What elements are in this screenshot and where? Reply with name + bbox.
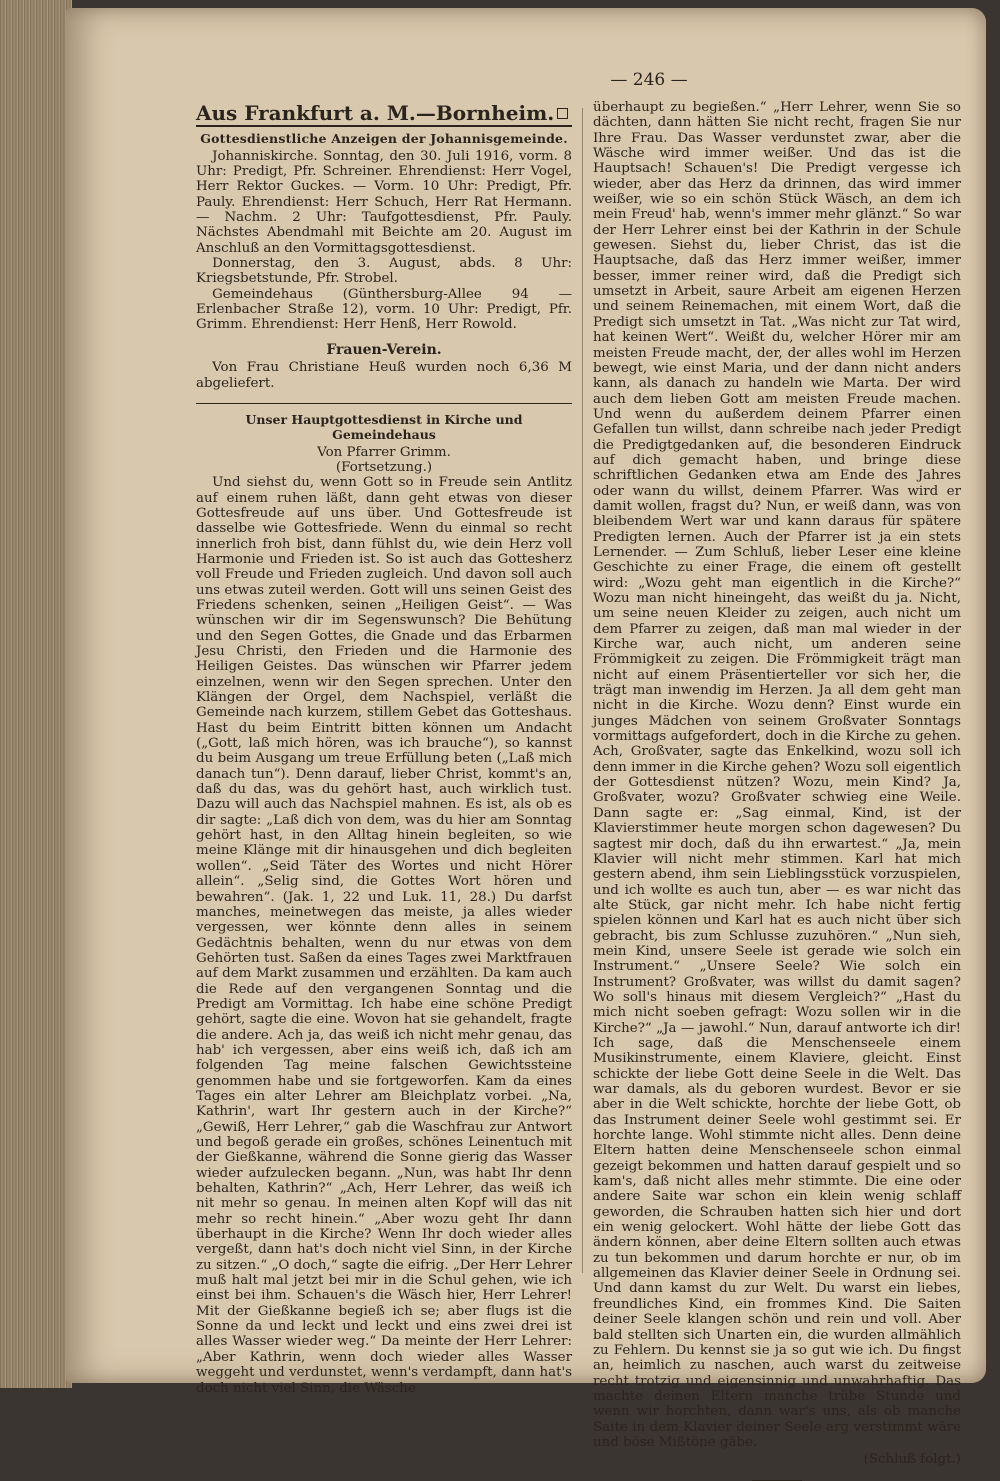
book-page-edges <box>0 0 72 1388</box>
article-closing: (Schluß folgt.) <box>863 1452 961 1468</box>
services-paragraph: Donnerstag, den 3. August, abds. 8 Uhr: Kriegsbetstunde, Pfr. Strobel. <box>196 256 572 287</box>
services-heading: Gottesdienstliche Anzeigen der Johannisgemeinde. <box>200 131 568 147</box>
box-icon <box>557 108 568 119</box>
masthead <box>196 100 572 127</box>
article-continuation: (Fortsetzung.) <box>335 459 433 475</box>
end-rule <box>752 1480 802 1481</box>
left-column <box>196 100 572 1396</box>
services-paragraph: Gemeindehaus (Günthersburg-Allee 94 — Erlenbacher Straße 12), vorm. 10 Uhr: Predigt, Pfr. Grimm. Ehrendienst: Herr Henß, Herr Rowold. <box>196 286 572 333</box>
frauenverein-heading: Frauen-Verein. <box>326 341 442 358</box>
masthead-title: Aus Frankfurt a. M.—Bornheim. <box>196 101 555 125</box>
article-heading: Unser Hauptgottesdienst in Kirche und Gemeindehaus <box>196 403 572 443</box>
article-byline: Von Pfarrer Grimm. <box>317 444 451 460</box>
column-divider <box>582 108 583 1273</box>
frauenverein-text: Von Frau Christiane Heuß wurden noch 6,36 M abgeliefert. <box>196 360 572 391</box>
right-column <box>593 100 961 1481</box>
services-paragraph: Johanniskirche. Sonntag, den 30. Juli 1916, vorm. 8 Uhr: Predigt, Pfr. Schreiner. Ehrendienst: Herr Vogel, Herr Rektor Guckes. — Vorm. 10 Uhr: Predigt, Pfr. Pauly. Ehrendienst: Herr Schuch, Herr Rat Hermann. — Nachm. 2 Uhr: Taufgottesdienst, Pfr. Pauly. Nächstes Abendmahl mit Beichte am 20. August im Anschluß an den Vormittagsgottesdienst. <box>196 148 572 256</box>
article-paragraph: Und siehst du, wenn Gott so in Freude sein Antlitz auf einem ruhen läßt, dann geht etwas von dieser Gottesfreude auf uns über. Und Gottesfreude ist dasselbe wie Gottesfriede. Wenn du einmal so recht innerlich froh bist, dann fühlst du, wie dein Herz voll Harmonie und Frieden ist. So ist auch das Gottesherz voll Freude und Frieden zugleich. Und davon soll auch uns etwas zuteil werden. Gott will uns seinen Geist des Friedens schenken, seinen „Heiligen Geist“. — Was wünschen wir dir im Segenswunsch? Die Behütung und den Segen Gottes, die Gnade und das Erbarmen Jesu Christi, den Frieden und die Harmonie des Heiligen Geistes. Das wünschen wir Pfarrer jedem einzelnen, wenn wir den Segen sprechen. Unter den Klängen der Orgel, dem Nachspiel, verläßt die Gemeinde nach kurzem, stillem Gebet das Gotteshaus. Hast du beim Eintritt bitten können um Andacht („Gott, laß mich hören, was ich brauche“), so kannst du beim Ausgang um treue Erfüllung beten („Laß mich danach tun“). Denn darauf, lieber Christ, kommt's an, daß du das, was du gehört hast, auch wirklich tust. Dazu will auch das Nachspiel mahnen. Es ist, als ob es dir sagte: „Laß dich von dem, was du hier am Sonntag gehört hast, in den Alltag hinein begleiten, so wie meine Klänge mit dir hinausgehen und dich begleiten wollen“. „Seid Täter des Wortes und nicht Hörer allein“. „Selig sind, die Gottes Wort hören und bewahren“. (Jak. 1, 22 und Luk. 11, 28.) Du darfst manches, meinetwegen das meiste, ja alles wieder vergessen, wer könnte denn alles in seinem Gedächtnis behalten, wenn du nur etwas von dem Gehörten tust. Saßen da eines Tages zwei Marktfrauen auf dem Markt zusammen und erzählten. Da kam auch die Rede auf den vergangenen Sonntag und die Predigt am Vormittag. Ich habe eine schöne Predigt gehört, sagte die eine. Wovon hat sie gehandelt, fragte die andere. Ach ja, das weiß ich nicht mehr genau, das hab' ich vergessen, aber eins weiß ich, daß ich am folgenden Tag meine falschen Gewichtssteine genommen habe und sie fortgeworfen. Kam da eines Tages ein alter Lehrer am Bleichplatz vorbei. „Na, Kathrin', wart Ihr gestern auch in der Kirche?“ „Gewiß, Herr Lehrer,“ gab die Waschfrau zur Antwort und begoß gerade ein großes, schönes Leinentuch mit der Gießkanne, während die Sonne gierig das Wasser wieder aufzulecken begann. „Nun, was habt Ihr denn behalten, Kathrin?“ „Ach, Herr Lehrer, das weiß ich nit mehr so genau. In meinen alten Kopf will das nit mehr so recht hinein.“ „Aber wozu geht Ihr dann überhaupt in die Kirche? Wenn Ihr doch wieder alles vergeßt, dann hat's doch nicht viel Sinn, in der Kirche zu sitzen.“ „O doch,“ sagte die eifrig. „Der Herr Lehrer muß halt mal jetzt bei mir in die Schul gehen, wie ich einst bei ihm. Schauen's die Wäsch hier, Herr Lehrer! Mit der Gießkanne begieß ich se; aber flugs ist die Sonne da und leckt und leckt und eins zwei drei ist alles Wasser wieder weg.“ Da meinte der Herr Lehrer: „Aber Kathrin, wenn doch wieder alles Wasser weggeht und verdunstet, wenn's verdampft, dann hat's doch nicht viel Sinn, die Wäsche <box>196 475 572 1396</box>
article-paragraph: überhaupt zu begießen.“ „Herr Lehrer, wenn Sie so dächten, dann hätten Sie nicht recht, fragen Sie nur Ihre Frau. Das Wasser verdunstet zwar, aber die Wäsche wird immer weißer. Und das ist die Hauptsach! Schauen's! Die Predigt vergesse ich wieder, aber das Herz da drinnen, das wird immer weißer, wie so ein schön Stück Wäsch, an dem ich mein Freud' hab, wenn's immer mehr glänzt.“ So war der Herr Lehrer einst bei der Kathrin in der Schule gewesen. Siehst du, lieber Christ, das ist die Hauptsache, daß das Herz immer weißer, immer besser, immer reiner wird, daß die Predigt sich umsetzt in Arbeit, saure Arbeit am eigenen Herzen und seinem Reinemachen, mit einem Wort, daß die Predigt sich umsetzt in Tat. „Was nicht zur Tat wird, hat keinen Wert“. Weißt du, welcher Hörer mir am meisten Freude macht, der, der alles wohl im Herzen bewegt, wie einst Maria, und der dann nicht anders kann, als danach zu handeln wie Marta. Der wird auch dem lieben Gott am meisten Freude machen. Und wenn du außerdem deinem Pfarrer einen Gefallen tun willst, dann schreibe nach jeder Predigt die Predigtgedanken auf, die besonderen Eindruck auf dich gemacht haben, und bringe diese schriftlichen Gedanken etwa am Ende des Jahres oder wann du willst, deinem Pfarrer. Was wird er damit wollen, fragst du? Nun, er weiß dann, was von bleibendem Wert war und kann daraus für spätere Predigten lernen. Auch der Pfarrer ist ja ein stets Lernender. — Zum Schluß, lieber Leser eine kleine Geschichte zu einer Frage, die einem oft gestellt wird: „Wozu geht man eigentlich in die Kirche?“ Wozu man nicht hineingeht, das weißt du ja. Nicht, um seine neuen Kleider zu zeigen, auch nicht um dem Pfarrer zu zeigen, daß man mal wieder in der Kirche war, auch nicht, um anderen seine Frömmigkeit zu zeigen. Die Frömmigkeit trägt man nicht auf einem Präsentierteller vor sich her, die trägt man inwendig im Herzen. Ja all dem geht man nicht in die Kirche. Wozu denn? Einst wurde ein junges Mädchen von seinem Großvater Sonntags vormittags aufgefordert, doch in die Kirche zu gehen. Ach, Großvater, sagte das Enkelkind, wozu soll ich denn immer in die Kirche gehen? Wozu soll eigentlich der Gottesdienst nützen? Wozu, mein Kind? Ja, Großvater, wozu? Großvater schwieg eine Weile. Dann sagte er: „Sag einmal, Kind, ist der Klavierstimmer heute morgen schon dagewesen? Du sagtest mir doch, daß du ihn erwartest.“ „Ja, mein Klavier will nicht mehr stimmen. Karl hat mich gestern abend, ihm sein Lieblingsstück vorzuspielen, und ich wollte es auch tun, aber — es war nicht das alte Stück, gar nicht mehr. Ich habe nicht fertig spielen können und Karl hat es auch nicht über sich gebracht, bis zum Schlusse zuzuhören.“ „Nun sieh, mein Kind, unsere Seele ist gerade wie solch ein Instrument.“ „Unsere Seele? Wie solch ein Instrument? Großvater, was willst du damit sagen? Wo soll's hinaus mit diesem Vergleich?“ „Hast du mich nicht soeben gefragt: Wozu sollen wir in die Kirche?“ „Ja — jawohl.“ Nun, darauf antworte ich dir! Ich sage, daß die Menschenseele einem Musikinstrumente, einem Klaviere, gleicht. Einst schickte der liebe Gott deine Seele in die Welt. Das war damals, als du geboren wurdest. Bevor er sie aber in die Welt schickte, horchte der liebe Gott, ob das Instrument deiner Seele wohl gestimmt sei. Er horchte lange. Wohl stimmte nicht alles. Denn deine Eltern hatten deine Menschenseele schon einmal gezeigt bekommen und hatten darauf gespielt und so kam's, daß nicht alles mehr stimmte. Die eine oder andere Saite war schon ein klein wenig schlaff geworden, die Schrauben hatten sich hier und dort ein wenig gelockert. Wohl hätte der liebe Gott das ändern können, aber deine Eltern sollten auch etwas zu tun bekommen und darum horchte er nur, ob im allgemeinen das Klavier deiner Seele in Ordnung sei. Und dann kamst du zur Welt. Du warst ein liebes, freundliches Kind, ein frommes Kind. Die Saiten deiner Seele klangen schön und rein und voll. Aber bald stellten sich Unarten ein, die wurden allmählich zu Fehlern. Du kennst sie ja so gut wie ich. Du fingst an, heimlich zu naschen, auch warst du zeitweise recht trotzig und eigensinnig und unwahrhaftig. Das machte deinen Eltern manche trübe Stunde und wenn wir horchten, dann war's uns, als ob manche Saite in dem Klavier deiner Seele arg verstimmt wäre und böse Mißtöne gäbe. <box>593 100 961 1450</box>
page-number: — 246 — <box>610 70 688 90</box>
